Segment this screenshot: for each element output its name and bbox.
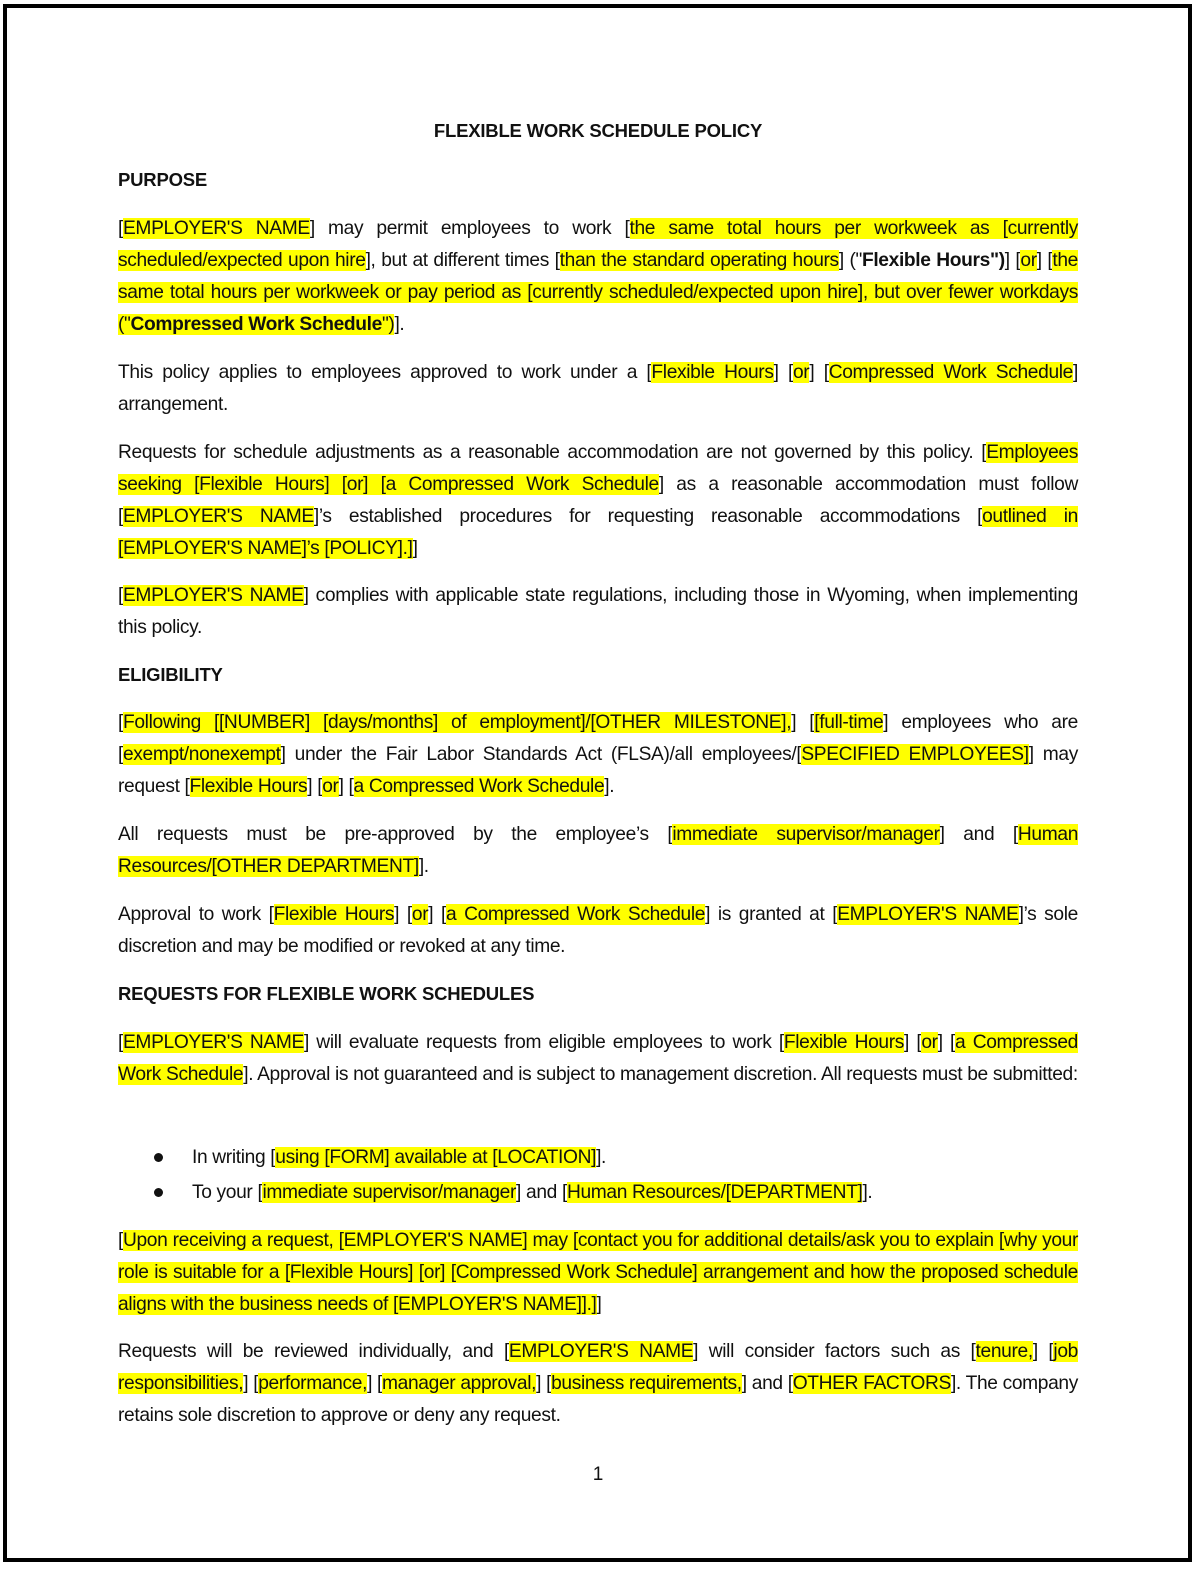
bullet-text — [192, 1182, 872, 1203]
text-run: Flexible Hours — [861, 250, 990, 271]
text-run: All requests must be pre-approved by the employee’s [ — [118, 824, 673, 845]
text-run: ] complies with applicable state regulations, including those in Wyoming, when implementing this policy. — [118, 585, 1078, 638]
text-run: ]. — [394, 314, 405, 335]
placeholder-highlight: outlined in [EMPLOYER'S NAME]’s [POLICY].] — [118, 506, 1078, 559]
text-run: ] may request [ — [118, 744, 1078, 797]
placeholder-highlight: OTHER FACTORS — [792, 1373, 951, 1394]
text-run: ] [ — [367, 1373, 383, 1394]
text-run: ]. The company retains sole discretion to approve or deny any request. — [118, 1373, 1078, 1426]
text-run: ] [ — [243, 1373, 259, 1394]
text-run: ] [ — [937, 1032, 956, 1053]
text-run: ] [ — [809, 362, 829, 383]
placeholder-highlight: a Compressed Work Schedule — [353, 776, 605, 797]
purpose-paragraph-2 — [118, 357, 1078, 421]
text-run: ] will evaluate requests from eligible employees to work [ — [303, 1032, 784, 1053]
placeholder-highlight: EMPLOYER'S NAME — [122, 218, 310, 239]
text-run: ] [ — [307, 776, 323, 797]
placeholder-highlight: exempt/nonexempt — [122, 744, 281, 765]
document-title: FLEXIBLE WORK SCHEDULE POLICY — [433, 120, 763, 141]
text-run: ] [ — [904, 1032, 922, 1053]
placeholder-highlight: immediate supervisor/manager — [262, 1182, 517, 1203]
placeholder-highlight: business requirements, — [551, 1373, 742, 1394]
placeholder-highlight: Human Resources/[DEPARTMENT] — [566, 1182, 863, 1203]
text-run: This policy applies to employees approved to work under a [ — [118, 362, 652, 383]
placeholder-highlight: ") — [381, 314, 395, 335]
text-run: ] [ — [536, 1373, 552, 1394]
text-run: ] [ — [1032, 1341, 1054, 1362]
text-run: ] [ — [428, 904, 446, 925]
text-run: ]. — [862, 1182, 873, 1203]
placeholder-highlight: Flexible Hours — [273, 904, 395, 925]
text-run: Approval to work [ — [118, 904, 274, 925]
requests-bullet-list — [118, 1140, 1078, 1210]
placeholder-highlight: manager approval, — [382, 1373, 537, 1394]
text-run: [ — [118, 1230, 123, 1251]
text-run: ] is granted at [ — [705, 904, 838, 925]
text-run: ] [ — [394, 904, 412, 925]
text-run: ]. — [418, 856, 429, 877]
placeholder-highlight: EMPLOYER'S NAME — [837, 904, 1019, 925]
text-run: Requests for schedule adjustments as a reasonable accommodation are not governed by this policy. [ — [118, 442, 987, 463]
placeholder-highlight: or — [1020, 250, 1037, 271]
text-run: [ — [118, 218, 123, 239]
text-run: ] [ — [338, 776, 354, 797]
purpose-paragraph-1 — [118, 213, 1078, 341]
eligibility-paragraph-1 — [118, 707, 1078, 803]
placeholder-highlight: tenure, — [975, 1341, 1033, 1362]
placeholder-highlight: Following [[NUMBER] [days/months] of employment]/[OTHER MILESTONE], — [122, 712, 792, 733]
placeholder-highlight: or — [411, 904, 429, 925]
placeholder-highlight: EMPLOYER'S NAME — [122, 1032, 304, 1053]
purpose-paragraph-3 — [118, 437, 1078, 565]
placeholder-highlight: a Compressed Work Schedule — [118, 1032, 1078, 1085]
placeholder-highlight: the same total hours per workweek or pay period as [currently scheduled/expected upon hire], but over fewer workdays (" — [118, 250, 1078, 335]
text-run: To your [ — [192, 1182, 263, 1203]
placeholder-highlight: Flexible Hours — [783, 1032, 904, 1053]
placeholder-highlight: EMPLOYER'S NAME — [122, 585, 304, 606]
text-run: ] arrangement. — [118, 362, 1078, 415]
text-run: ] will consider factors such as [ — [693, 1341, 976, 1362]
placeholder-highlight: than the standard operating hours — [559, 250, 839, 271]
placeholder-highlight: Compressed Work Schedule — [130, 314, 382, 335]
requests-intro — [118, 1027, 1078, 1091]
text-run: [ — [118, 1032, 123, 1053]
text-run: ] may permit employees to work [ — [309, 218, 630, 239]
text-run: ] employees who are [ — [118, 712, 1078, 765]
heading-purpose: PURPOSE — [118, 169, 208, 190]
heading-eligibility: ELIGIBILITY — [118, 664, 223, 685]
text-run: ], but at different times [ — [365, 250, 560, 271]
bullet-item — [118, 1175, 1078, 1210]
purpose-paragraph-4 — [118, 580, 1078, 644]
text-run: ]’s established procedures for requesting reasonable accommodations [ — [313, 506, 983, 527]
placeholder-highlight: job responsibilities, — [118, 1341, 1078, 1394]
eligibility-paragraph-3 — [118, 899, 1078, 963]
bullet-icon — [154, 1188, 163, 1197]
placeholder-highlight: Employees seeking [Flexible Hours] [or] [a Compressed Work Schedule — [118, 442, 1078, 495]
text-run: ]. Approval is not guaranteed and is subject to management discretion. All requests must be submitted: — [243, 1064, 1078, 1085]
text-run: ]’s sole discretion and may be modified or revoked at any time. — [118, 904, 1078, 957]
text-run: ] — [596, 1294, 602, 1315]
text-run: ] — [412, 538, 418, 559]
text-run: ]. — [596, 1147, 607, 1168]
text-run: [ — [118, 585, 123, 606]
placeholder-highlight: Human Resources/[OTHER DEPARTMENT] — [118, 824, 1079, 877]
text-run: In writing [ — [192, 1147, 276, 1168]
text-run: [ — [118, 712, 123, 733]
text-run: ] as a reasonable accommodation must follow [ — [118, 474, 1078, 527]
text-run: ]. — [604, 776, 615, 797]
placeholder-highlight: performance, — [258, 1373, 368, 1394]
placeholder-highlight: EMPLOYER'S NAME — [122, 506, 314, 527]
text-run: ] [ — [1036, 250, 1053, 271]
placeholder-highlight: Upon receiving a request, [EMPLOYER'S NAME] may [contact you for additional details/ask you to explain [why your role is suitable for a [Flexible Hours] [or] [Compressed Work Schedule] arrangement and how the proposed schedule aligns with the business needs of [EMPLOYER'S NAME]].] — [118, 1230, 1078, 1315]
text-run: ") — [989, 250, 1005, 271]
placeholder-highlight: immediate supervisor/manager — [672, 824, 940, 845]
bullet-item — [118, 1140, 1078, 1175]
placeholder-highlight: Compressed Work Schedule — [828, 362, 1073, 383]
placeholder-highlight: the same total hours per workweek as [currently scheduled/expected upon hire — [118, 218, 1079, 271]
text-run: ] [ — [1004, 250, 1021, 271]
bullet-text — [192, 1147, 606, 1168]
placeholder-highlight: using [FORM] available at [LOCATION] — [275, 1147, 597, 1168]
text-run: ] and [ — [516, 1182, 567, 1203]
placeholder-highlight: or — [921, 1032, 938, 1053]
placeholder-highlight: a Compressed Work Schedule — [445, 904, 706, 925]
placeholder-highlight: or — [322, 776, 339, 797]
requests-paragraph-1 — [118, 1225, 1078, 1321]
requests-paragraph-2 — [118, 1336, 1078, 1432]
placeholder-highlight: or — [792, 362, 810, 383]
text-run: ] under the Fair Labor Standards Act (FLSA)/all employees/[ — [280, 744, 802, 765]
heading-requests: REQUESTS FOR FLEXIBLE WORK SCHEDULES — [118, 983, 535, 1004]
text-run: ] [ — [773, 362, 793, 383]
text-run: Requests will be reviewed individually, and [ — [118, 1341, 509, 1362]
text-run: ] and [ — [939, 824, 1018, 845]
page-number: 1 — [592, 1464, 604, 1485]
bullet-icon — [154, 1153, 163, 1162]
text-run: ] [ — [791, 712, 815, 733]
placeholder-highlight: EMPLOYER'S NAME — [508, 1341, 694, 1362]
text-run: ] (" — [838, 250, 862, 271]
placeholder-highlight: Flexible Hours — [651, 362, 774, 383]
eligibility-paragraph-2 — [118, 819, 1078, 883]
placeholder-highlight: SPECIFIED EMPLOYEES] — [801, 744, 1029, 765]
placeholder-highlight: Flexible Hours — [189, 776, 308, 797]
text-run: ] and [ — [741, 1373, 793, 1394]
placeholder-highlight: [full-time — [814, 712, 884, 733]
